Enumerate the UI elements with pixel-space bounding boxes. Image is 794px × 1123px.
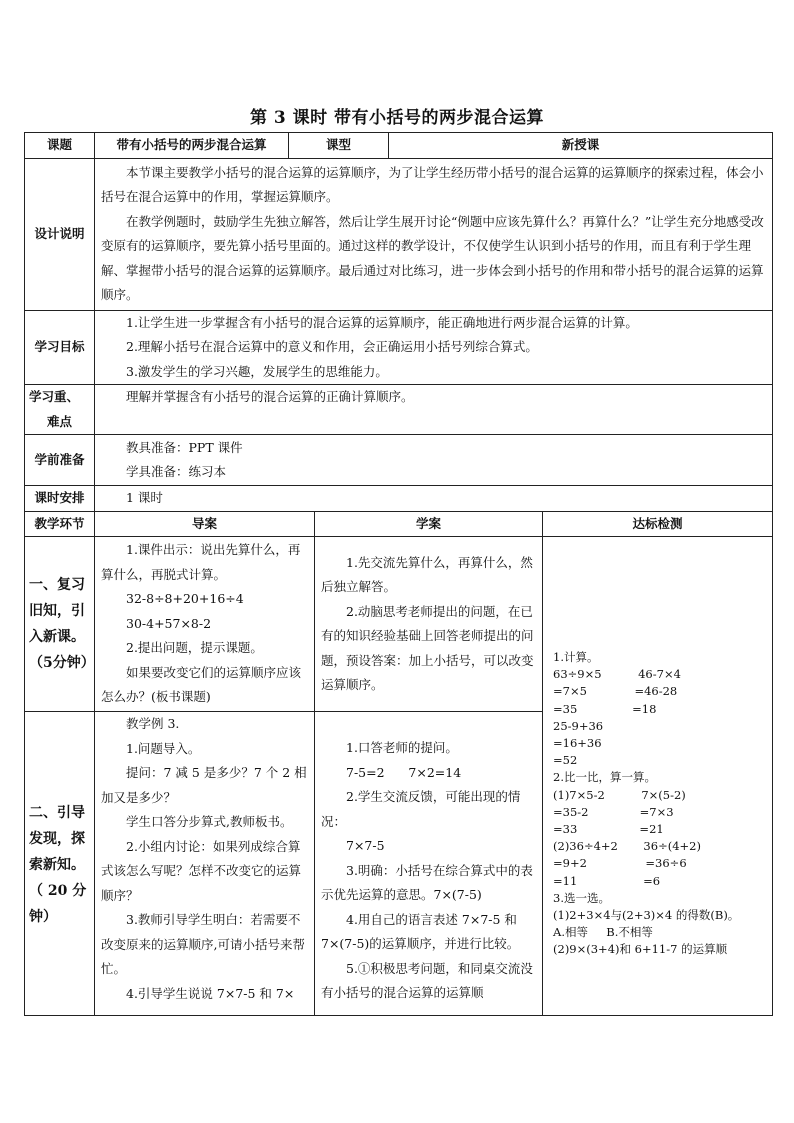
segment-label-line: 钟） bbox=[29, 909, 57, 925]
segment-1-study bbox=[315, 537, 543, 712]
check-line: =9+2 =36÷6 bbox=[553, 856, 687, 871]
check-line: =33 =21 bbox=[553, 822, 664, 837]
check-column bbox=[543, 537, 773, 1016]
prep-text bbox=[95, 435, 773, 486]
study-line: 1.先交流先算什么，再算什么，然后独立解答。 bbox=[321, 554, 533, 594]
col-study-header: 学案 bbox=[315, 511, 543, 537]
check-line: A.相等 B.不相等 bbox=[553, 925, 653, 940]
check-line: =52 bbox=[553, 753, 578, 768]
lesson-plan-table bbox=[24, 132, 773, 1016]
key-label-line: 学习重、 bbox=[29, 389, 80, 404]
segment-label-line: 二、引导 bbox=[29, 805, 85, 821]
guide-line: 30-4+57×8-2 bbox=[126, 615, 212, 631]
check-line: =7×5 =46-28 bbox=[553, 684, 678, 699]
goal-item: 2.理解小括号在混合运算中的意义和作用，会正确运用小括号列综合算式。 bbox=[126, 339, 538, 354]
guide-line: 学生口答分步算式,教师板书。 bbox=[126, 814, 293, 829]
guide-line: 2.提出问题，提示课题。 bbox=[126, 640, 263, 656]
segment-label-line: 一、复习 bbox=[29, 577, 85, 593]
study-line: 2.动脑思考老师提出的问题，在已有的知识经验基础上回答老师提出的问题，预设答案：加上小括号，可以改变运算顺序。 bbox=[321, 603, 534, 692]
segment-label-line: 发现，探 bbox=[29, 831, 85, 847]
check-line: =35-2 =7×3 bbox=[553, 804, 674, 819]
design-label: 设计说明 bbox=[25, 158, 95, 310]
check-line: (2)36÷4+2 36÷(4+2) bbox=[553, 839, 701, 854]
guide-line: 32-8÷8+20+16÷4 bbox=[126, 591, 244, 607]
study-line: 5.①积极思考问题，和同桌交流没有小括号的混合运算的运算顺 bbox=[321, 960, 533, 1000]
study-line: 2.学生交流反馈，可能出现的情况： bbox=[321, 789, 521, 829]
guide-line: 1.问题导入。 bbox=[126, 740, 201, 756]
check-line: 3.选一选。 bbox=[553, 890, 610, 905]
schedule-text bbox=[95, 486, 773, 512]
schedule-label: 课时安排 bbox=[25, 486, 95, 512]
key-text bbox=[95, 385, 773, 435]
prep-teacher: 教具准备：PPT 课件 bbox=[126, 439, 243, 455]
page-title: 第 3 课时 带有小括号的两步混合运算 bbox=[249, 108, 545, 128]
design-text bbox=[95, 158, 773, 310]
key-label-line: 难点 bbox=[46, 413, 72, 429]
guide-line: 1.课件出示：说出先算什么，再算什么，再脱式计算。 bbox=[101, 542, 301, 582]
check-line: 25-9+36 bbox=[553, 718, 604, 733]
key-text-line: 理解并掌握含有小括号的混合运算的正确计算顺序。 bbox=[126, 389, 414, 404]
col-check-header: 达标检测 bbox=[543, 511, 773, 537]
col-guide-header: 导案 bbox=[95, 511, 315, 537]
segment-2-study bbox=[315, 712, 543, 1016]
guide-line: 4.引导学生说说 7×7-5 和 7× bbox=[126, 985, 295, 1001]
schedule-value: 1 课时 bbox=[126, 490, 163, 505]
guide-line: 教学例 3. bbox=[126, 716, 180, 731]
study-line: 1.口答老师的提问。 bbox=[346, 740, 458, 755]
type-label: 课型 bbox=[289, 133, 389, 159]
col-stage-header: 教学环节 bbox=[25, 511, 95, 537]
topic-value: 带有小括号的两步混合运算 bbox=[95, 133, 289, 159]
check-line: =35 =18 bbox=[553, 701, 657, 716]
check-line: =16+36 bbox=[553, 736, 602, 751]
goals-label: 学习目标 bbox=[25, 310, 95, 385]
study-line: 4.用自己的语言表述 7×7-5 和 7×(7-5)的运算顺序，并进行比较。 bbox=[321, 911, 520, 951]
study-line: 7×7-5 bbox=[346, 838, 385, 853]
segment-1-label bbox=[25, 537, 95, 712]
segment-1-guide bbox=[95, 537, 315, 712]
goal-item: 1.让学生进一步掌握含有小括号的混合运算的运算顺序，能正确地进行两步混合运算的计算。 bbox=[126, 314, 638, 330]
segment-2-label bbox=[25, 712, 95, 1016]
design-paragraph: 本节课主要教学小括号的混合运算的运算顺序，为了让学生经历带小括号的混合运算的运算顺序的探索过程，体会小括号在混合运算中的作用，掌握运算顺序。 bbox=[101, 164, 764, 204]
design-paragraph: 在教学例题时，鼓励学生先独立解答，然后让学生展开讨论“例题中应该先算什么？再算什么？”让学生充分地感受改变原有的运算顺序，要先算小括号里面的。通过这样的教学设计，不仅使学生认识到小括号的作用，而且有利于学生理解、掌握带小括号的混合运算的运算顺序。最后通过对比练习，进一步体会到小括号的作用和带小括号的混合运算的运算顺序。 bbox=[101, 213, 764, 302]
guide-line: 3.教师引导学生明白：若需要不改变原来的运算顺序,可请小括号来帮忙。 bbox=[101, 912, 305, 976]
study-line: 7-5=2 7×2=14 bbox=[346, 764, 462, 780]
study-line: 3.明确：小括号在综合算式中的表示优先运算的意思。7×(7-5) bbox=[321, 862, 533, 902]
check-line: =11 =6 bbox=[553, 873, 661, 888]
check-line: 63÷9×5 46-7×4 bbox=[553, 667, 681, 682]
check-line: (1)7×5-2 7×(5-2) bbox=[553, 787, 686, 802]
topic-label: 课题 bbox=[25, 133, 95, 159]
prep-label: 学前准备 bbox=[25, 435, 95, 486]
guide-line: 如果要改变它们的运算顺序应该怎么办？(板书课题) bbox=[101, 664, 302, 705]
key-label bbox=[25, 385, 95, 435]
guide-line: 提问：7 减 5 是多少？7 个 2 相加又是多少？ bbox=[101, 765, 307, 805]
segment-label-line: 入新课。 bbox=[29, 629, 85, 645]
segment-label-line: 索新知。 bbox=[29, 857, 85, 873]
segment-2-guide bbox=[95, 712, 315, 1016]
check-line: (2)9×(3+4)和 6+11-7 的运算顺 bbox=[553, 942, 728, 957]
type-value: 新授课 bbox=[389, 133, 773, 159]
check-line: 1.计算。 bbox=[553, 650, 599, 664]
segment-label-line: （5分钟） bbox=[29, 655, 95, 671]
guide-line: 2.小组内讨论：如果列成综合算式该怎么写呢？怎样不改变它的运算顺序？ bbox=[101, 838, 302, 903]
segment-label-line: 旧知，引 bbox=[29, 603, 85, 619]
prep-student: 学具准备：练习本 bbox=[126, 464, 227, 479]
check-line: (1)2+3×4与(2+3)×4 的得数(B)。 bbox=[553, 908, 740, 923]
segment-label-line: （ 20 分 bbox=[29, 883, 87, 899]
goals-list bbox=[95, 310, 773, 385]
check-line: 2.比一比，算一算。 bbox=[553, 770, 656, 785]
goal-item: 3.激发学生的学习兴趣，发展学生的思维能力。 bbox=[126, 363, 388, 379]
